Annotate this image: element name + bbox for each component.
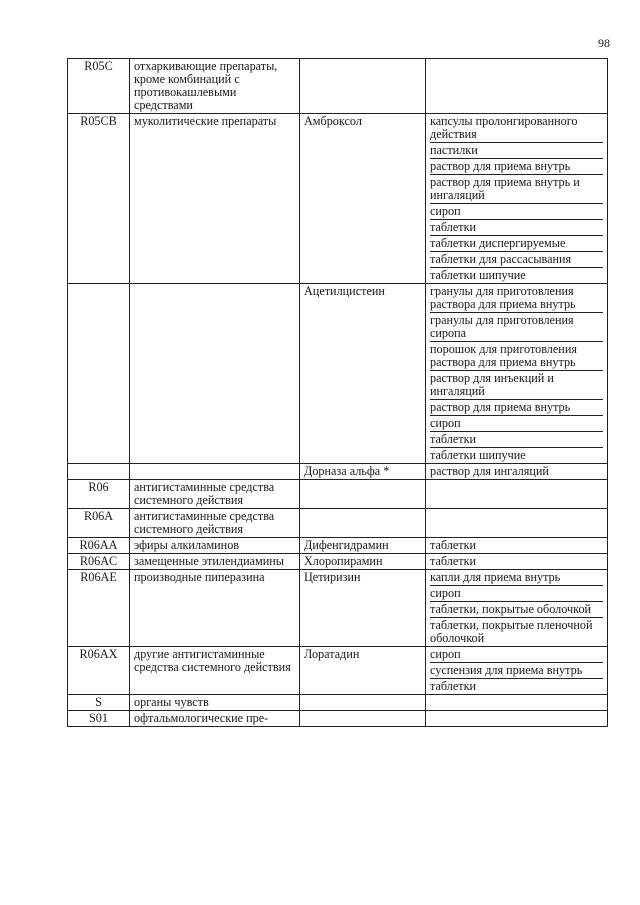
dosage-forms-cell	[426, 480, 608, 509]
group-name-cell: антигистаминные средства системного действия	[130, 509, 300, 538]
drug-name-cell: Амброксол	[300, 114, 426, 284]
drug-name-cell: Ацетилцистеин	[300, 284, 426, 464]
atc-code-cell: R06AC	[68, 554, 130, 570]
dosage-form-item: раствор для ингаляций	[430, 464, 549, 478]
table-row	[68, 570, 608, 647]
atc-code-cell: R06AX	[68, 647, 130, 695]
dosage-form-item: таблетки, покрытые пленочной оболочкой	[430, 618, 593, 645]
dosage-forms-list	[430, 538, 603, 553]
dosage-form-item: таблетки шипучие	[430, 448, 526, 462]
table-row	[68, 554, 608, 570]
dosage-form-item: суспензия для приема внутрь	[430, 663, 603, 679]
atc-code-cell: R05CB	[68, 114, 130, 284]
group-name-cell: другие антигистаминные средства системного действия	[130, 647, 300, 695]
dosage-forms-list	[430, 570, 603, 646]
dosage-form-item: раствор для приема внутрь	[430, 400, 603, 416]
dosage-forms-list	[430, 114, 603, 283]
dosage-form-item: раствор для приема внутрь	[430, 159, 603, 175]
dosage-form-item: таблетки диспергируемые	[430, 236, 603, 252]
dosage-forms-cell	[426, 711, 608, 727]
group-name-cell: отхаркивающие препараты, кроме комбинаций с противокашлевыми средствами	[130, 59, 300, 114]
atc-code-cell: S01	[68, 711, 130, 727]
drug-name-cell	[300, 509, 426, 538]
group-name-cell: муколитические препараты	[130, 114, 300, 284]
dosage-form-item: таблетки	[430, 554, 477, 568]
dosage-forms-cell	[426, 59, 608, 114]
dosage-forms-list	[430, 647, 603, 694]
dosage-forms-cell	[426, 284, 608, 464]
atc-code-cell: R06AE	[68, 570, 130, 647]
drug-name-cell: Лоратадин	[300, 647, 426, 695]
drug-name-cell: Дорназа альфа *	[300, 464, 426, 480]
dosage-forms-cell	[426, 695, 608, 711]
dosage-forms-list	[430, 284, 603, 463]
drug-name-cell: Дифенгидрамин	[300, 538, 426, 554]
atc-code-cell: R06	[68, 480, 130, 509]
table-row	[68, 59, 608, 114]
table-row	[68, 464, 608, 480]
dosage-form-item: сироп	[430, 647, 603, 663]
dosage-form-item: капли для приема внутрь	[430, 570, 603, 586]
dosage-form-item: таблетки шипучие	[430, 268, 526, 282]
dosage-form-item: раствор для приема внутрь и ингаляций	[430, 175, 603, 204]
dosage-forms-cell	[426, 509, 608, 538]
table-row	[68, 711, 608, 727]
atc-code-cell: R06A	[68, 509, 130, 538]
dosage-form-item: пастилки	[430, 143, 603, 159]
dosage-forms-list	[430, 464, 603, 479]
dosage-forms-list	[430, 554, 603, 569]
dosage-form-item: гранулы для приготовления раствора для приема внутрь	[430, 284, 603, 313]
group-name-cell	[130, 284, 300, 464]
dosage-form-item: раствор для инъекций и ингаляций	[430, 371, 603, 400]
atc-code-cell: S	[68, 695, 130, 711]
drug-name-cell	[300, 59, 426, 114]
drug-name-cell: Цетиризин	[300, 570, 426, 647]
atc-code-cell: R06AA	[68, 538, 130, 554]
atc-code-cell: R05C	[68, 59, 130, 114]
dosage-form-item: таблетки	[430, 220, 603, 236]
dosage-forms-cell	[426, 114, 608, 284]
dosage-forms-cell	[426, 570, 608, 647]
dosage-forms-cell	[426, 647, 608, 695]
page-number: 98	[598, 36, 610, 50]
table-row	[68, 538, 608, 554]
group-name-cell: антигистаминные средства системного действия	[130, 480, 300, 509]
table-row	[68, 695, 608, 711]
dosage-forms-cell	[426, 554, 608, 570]
atc-code-cell	[68, 284, 130, 464]
drug-name-cell: Хлоропирамин	[300, 554, 426, 570]
dosage-form-item: таблетки	[430, 432, 603, 448]
table-row	[68, 647, 608, 695]
group-name-cell: производные пиперазина	[130, 570, 300, 647]
group-name-cell: эфиры алкиламинов	[130, 538, 300, 554]
dosage-form-item: сироп	[430, 416, 603, 432]
dosage-form-item: таблетки	[430, 679, 477, 693]
dosage-form-item: сироп	[430, 586, 603, 602]
dosage-form-item: капсулы пролонгированного действия	[430, 114, 603, 143]
group-name-cell: офтальмологические пре-	[130, 711, 300, 727]
drug-name-cell	[300, 711, 426, 727]
dosage-form-item: таблетки	[430, 538, 477, 552]
group-name-cell	[130, 464, 300, 480]
drug-name-cell	[300, 695, 426, 711]
table-row	[68, 480, 608, 509]
group-name-cell: органы чувств	[130, 695, 300, 711]
table-row	[68, 114, 608, 284]
drug-name-cell	[300, 480, 426, 509]
dosage-form-item: сироп	[430, 204, 603, 220]
dosage-forms-cell	[426, 464, 608, 480]
dosage-form-item: порошок для приготовления раствора для приема внутрь	[430, 342, 603, 371]
dosage-form-item: таблетки, покрытые оболочкой	[430, 602, 603, 618]
atc-code-cell	[68, 464, 130, 480]
dosage-form-item: гранулы для приготовления сиропа	[430, 313, 603, 342]
table-row	[68, 509, 608, 538]
table-row	[68, 284, 608, 464]
dosage-form-item: таблетки для рассасывания	[430, 252, 603, 268]
group-name-cell: замещенные этилендиамины	[130, 554, 300, 570]
dosage-forms-cell	[426, 538, 608, 554]
drug-table	[67, 58, 608, 727]
